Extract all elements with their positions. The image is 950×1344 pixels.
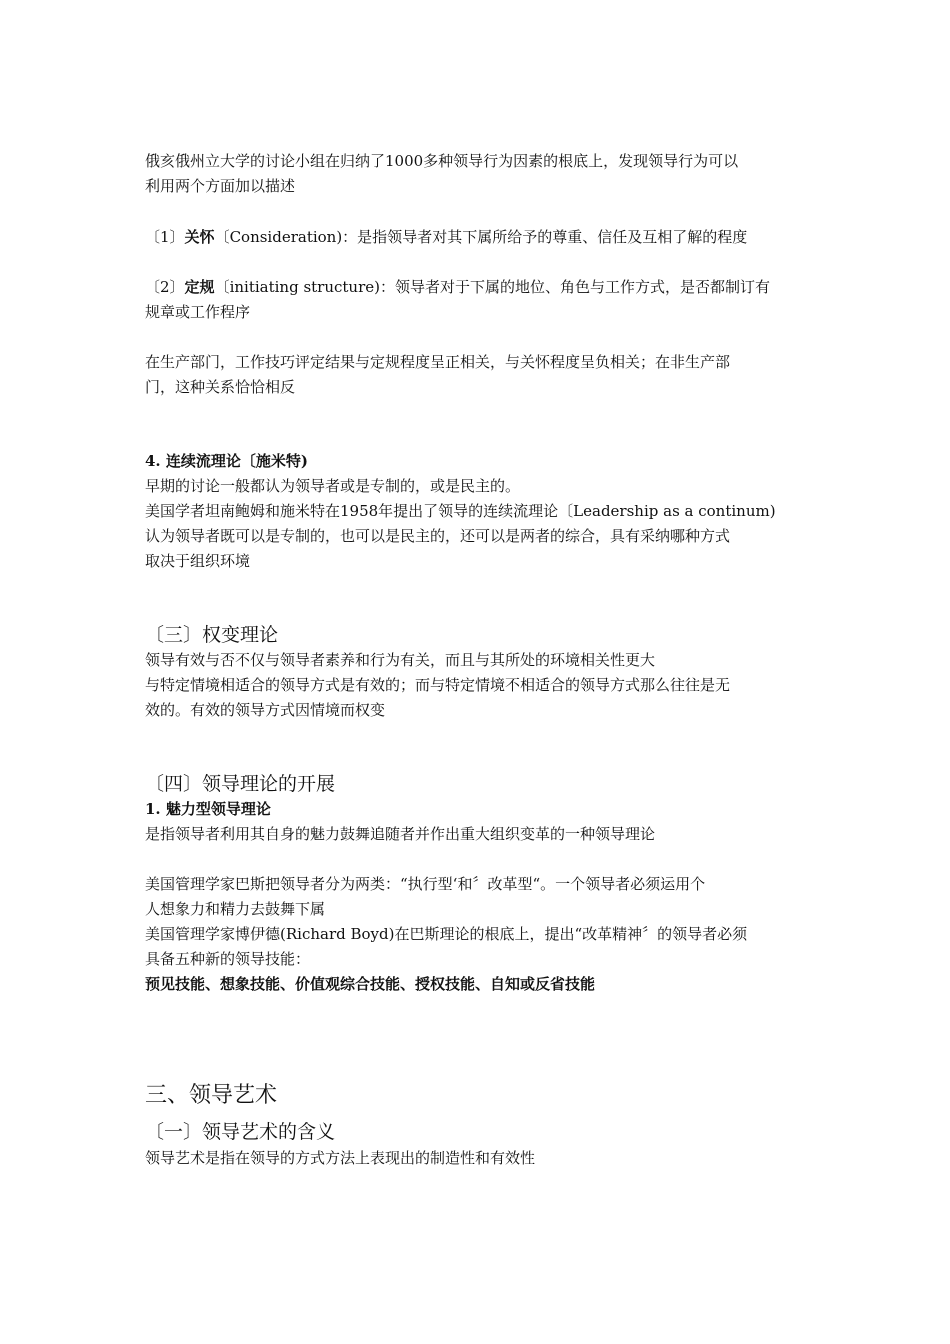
paragraph-line: 领导有效与否不仅与领导者素养和行为有关，而且与其所处的环境相关性更大 <box>145 651 656 669</box>
production-line-2: 门，这种关系恰恰相反 <box>145 378 296 396</box>
paragraph-line: 取决于组织环境 <box>145 552 251 570</box>
item-term: 定规 <box>184 278 215 296</box>
section-heading: 〔四〕领导理论的开展 <box>145 773 336 795</box>
item-term: 关怀 <box>184 228 215 246</box>
item-prefix: 〔1〕 <box>145 228 185 246</box>
section-heading: 〔三〕权变理论 <box>145 624 279 646</box>
paragraph-line: 认为领导者既可以是专制的，也可以是民主的，还可以是两者的综合，具有采纳哪种方式 <box>145 527 731 545</box>
paragraph-line: 美国管理学家博伊德(Richard Boyd)在巴斯理论的根底上，提出“改革精神〞的领导者必须 <box>145 925 748 943</box>
item-text: 〔Consideration)：是指领导者对其下属所给予的尊重、信任及互相了解的程度 <box>214 228 748 246</box>
item-initiating-structure <box>145 275 815 300</box>
subsection-heading: 1. 魅力型领导理论 <box>145 800 271 818</box>
item-consideration <box>145 225 815 250</box>
section-heading: 〔一〕领导艺术的含义 <box>145 1121 336 1143</box>
paragraph-line: 人想象力和精力去鼓舞下属 <box>145 900 326 918</box>
paragraph-line: 是指领导者利用其自身的魅力鼓舞追随者并作出重大组织变革的一种领导理论 <box>145 825 656 843</box>
intro-line-2: 利用两个方面加以描述 <box>145 177 296 195</box>
paragraph-line: 具备五种新的领导技能： <box>145 950 311 968</box>
intro-line-1: 俄亥俄州立大学的讨论小组在归纳了1000多种领导行为因素的根底上，发现领导行为可以 <box>145 152 739 170</box>
section-heading: 4. 连续流理论〔施米特) <box>145 452 308 470</box>
chapter-heading: 三、领导艺术 <box>145 1083 278 1108</box>
paragraph-line: 领导艺术是指在领导的方式方法上表现出的制造性和有效性 <box>145 1149 536 1167</box>
skills-list: 预见技能、想象技能、价值观综合技能、授权技能、自知或反省技能 <box>145 975 596 993</box>
paragraph-line: 美国学者坦南鲍姆和施米特在1958年提出了领导的连续流理论〔Leadership as a continum) <box>145 502 776 520</box>
paragraph-line: 与特定情境相适合的领导方式是有效的；而与特定情境不相适合的领导方式那么往往是无 <box>145 676 731 694</box>
paragraph-line: 效的。有效的领导方式因情境而权变 <box>145 701 386 719</box>
item-text: 〔initiating structure)：领导者对于下属的地位、角色与工作方式，是否都制订有 <box>214 278 770 296</box>
item-prefix: 〔2〕 <box>145 278 185 296</box>
paragraph-line: 早期的讨论一般都认为领导者或是专制的，或是民主的。 <box>145 477 521 495</box>
paragraph-line: 美国管理学家巴斯把领导者分为两类：“执行型‘和〞改革型“。一个领导者必须运用个 <box>145 875 706 893</box>
item-initiating-structure-cont: 规章或工作程序 <box>145 303 251 321</box>
production-line-1: 在生产部门，工作技巧评定结果与定规程度呈正相关，与关怀程度呈负相关；在非生产部 <box>145 353 731 371</box>
